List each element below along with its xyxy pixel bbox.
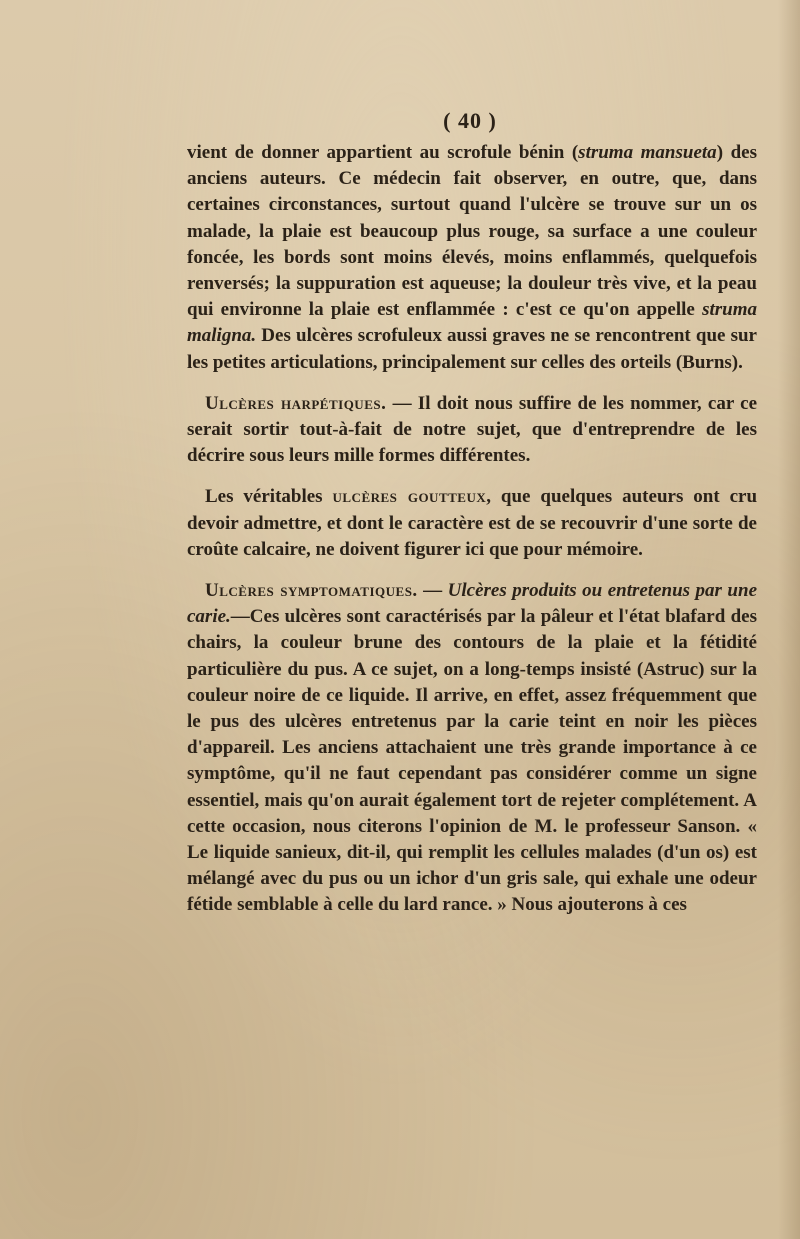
text-run: , que quelques auteurs ont cru devoir admettre, et dont le caractère est de se recouvrir d'une sorte de croûte calcaire, ne doivent figurer ici que pour mémoire. bbox=[187, 486, 758, 560]
text-run: — Il doit nous suffire de les nommer, car ce serait sortir tout-à-fait de notre sujet, que d'entreprendre de les décrire sous leurs mille formes différentes. bbox=[187, 392, 757, 467]
paragraph-herpetic-ulcers bbox=[187, 391, 757, 470]
page-number: ( 40 ) bbox=[443, 108, 497, 133]
section-heading-gouty: ulcères goutteux bbox=[332, 486, 487, 508]
paragraph-symptomatic-ulcers bbox=[187, 578, 757, 919]
text-run: Des ulcères scrofuleux aussi graves ne se rencontrent que sur les petites articulations, principalement sur celles des orteils (Burns). bbox=[187, 325, 757, 373]
text-run-italic: Ulcères produits ou entretenus par une carie. bbox=[187, 580, 757, 628]
text-run: —Ces ulcères sont caractérisés par la pâleur et l'état blafard des chairs, la couleur brune des contours de la plaie et la fétidité particulière du pus. A ce sujet, on a long-temps insisté (Astruc) sur la couleur noire de ce liquide. Il arrive, en effet, assez fréquemment que le pus des ulcères entretenus par la carie teint en noir les pièces d'appareil. Les anciens attachaient une très grande importance à ce symptôme, qu'il ne faut cependant pas considérer comme un signe essentiel, mais qu'on aurait également tort de rejeter complétement. A cette occasion, nous citerons l'opinion de M. le professeur Sanson. « Le liquide sanieux, dit-il, qui remplit les cellules malades (d'un os) est mélangé avec du pus ou un ichor d'un gris sale, qui exhale une odeur fétide semblable à celle du lard rance. » Nous ajouterons à ces bbox=[187, 606, 757, 916]
paragraph-scrofulous-ulcers bbox=[187, 140, 757, 376]
text-run: ) des anciens auteurs. Ce médecin fait observer, en outre, que, dans certaines circonstances, surtout quand l'ulcère se trouve sur un os malade, la plaie est beaucoup plus rouge, sa surface a une couleur foncée, les bords sont moins élevés, moins enflammés, quelquefois renversés; la suppuration est aqueuse; la douleur très vive, et la peau qui environne la plaie est enflammée : c'est ce qu'on appelle bbox=[187, 142, 757, 321]
text-run: vient de donner appartient au scrofule bénin ( bbox=[187, 142, 579, 163]
text-run: Les véritables bbox=[205, 486, 333, 508]
section-heading-herpetic: Ulcères harpétiques. bbox=[205, 392, 387, 414]
text-run: — bbox=[417, 580, 448, 602]
page-edge-shadow bbox=[778, 0, 800, 1239]
text-run-italic: struma maligna. bbox=[187, 299, 757, 347]
text-run-italic: struma mansueta bbox=[578, 142, 717, 163]
section-heading-symptomatic: Ulcères symptomatiques. bbox=[205, 580, 418, 602]
paragraph-gouty-ulcers bbox=[187, 484, 757, 563]
body-text bbox=[187, 140, 757, 934]
